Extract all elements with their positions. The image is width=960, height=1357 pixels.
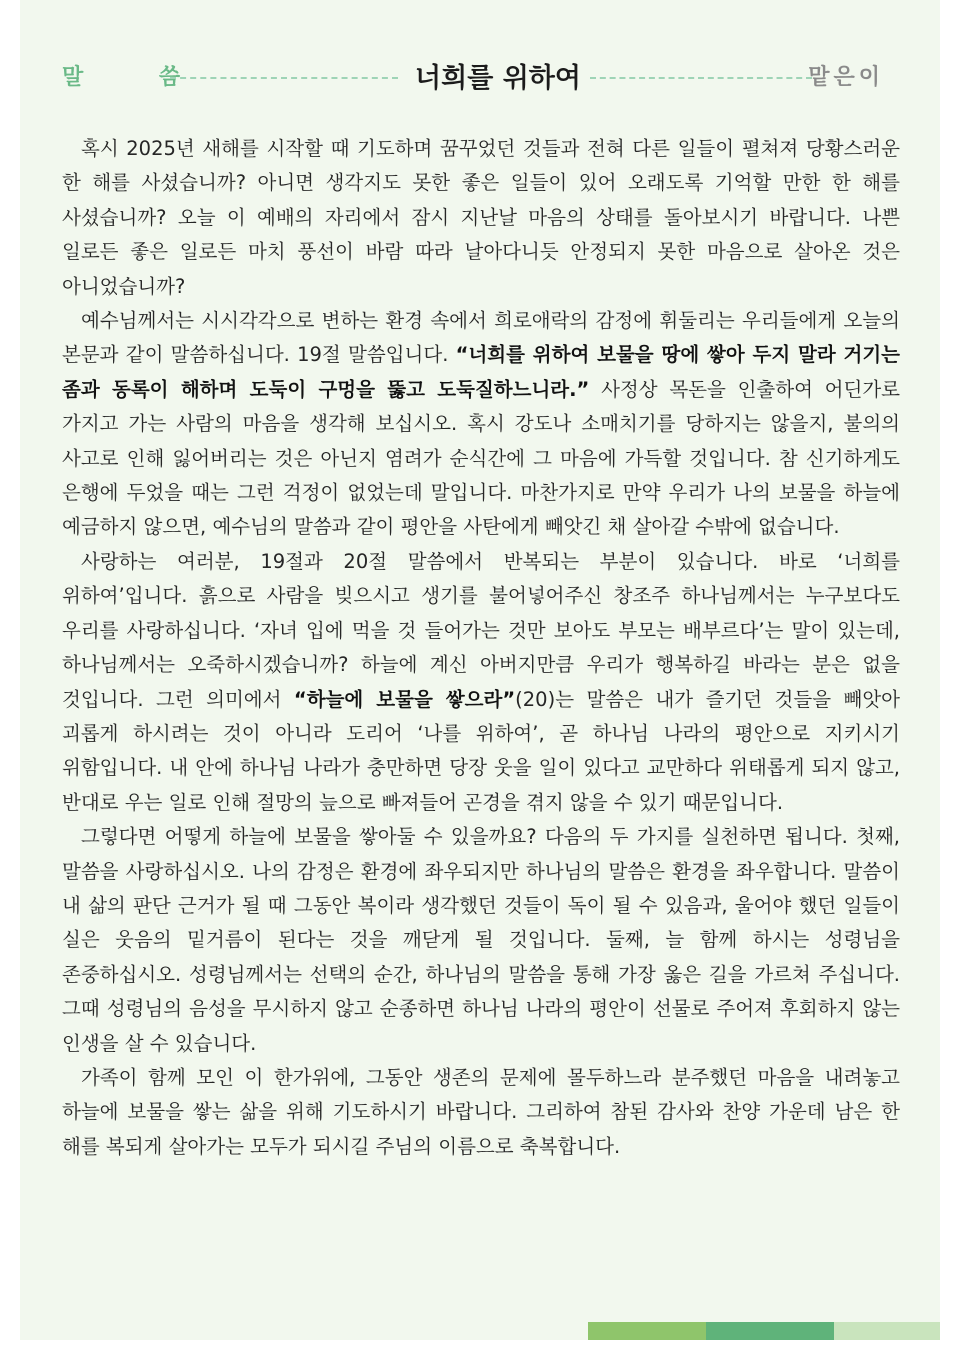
page-header	[20, 56, 940, 96]
sermon-page	[20, 0, 940, 1340]
author-label: 맡은이	[808, 65, 884, 90]
paragraph-2-text-b: 사정상 목돈을 인출하여 어딘가로 가지고 가는 사람의 마음을 생각해 보십시오. 혹시 강도나 소매치기를 당하지는 않을지, 불의의 사고로 인해 잃어버리는 것은 아닌지 염려가 순식간에 그 마음에 가득할 것입니다. 참 신기하게도 은행에 두었을 때는 그런 걱정이 없었는데 말입니다. 마찬가지로 만약 우리가 나의 보물을 하늘에 예금하지 않으면, 예수님의 말씀과 같이 평안을 사탄에게 빼앗긴 채 살아갈 수밖에 없습니다.	[62, 377, 900, 539]
paragraph-1: 혹시 2025년 새해를 시작할 때 기도하며 꿈꾸었던 것들과 전혀 다른 일들이 펼쳐져 당황스러운 한 해를 사셨습니까? 아니면 생각지도 못한 좋은 일들이 있어 오래도록 기억할 만한 한 해를 사셨습니까? 오늘 이 예배의 자리에서 잠시 지난날 마음의 상태를 돌아보시기 바랍니다. 나쁜 일로든 좋은 일로든 마치 풍선이 바람 따라 날아다니듯 안정되지 못한 마음으로 살아온 것은 아니었습니까?	[62, 137, 900, 298]
paragraph-4: 그렇다면 어떻게 하늘에 보물을 쌓아둘 수 있을까요? 다음의 두 가지를 실천하면 됩니다. 첫째, 말씀을 사랑하십시오. 나의 감정은 환경에 좌우되지만 하나님의 말씀은 환경을 좌우합니다. 말씀이 내 삶의 판단 근거가 될 때 그동안 복이라 생각했던 것들이 독이 될 수 있음과, 울어야 했던 일들이 실은 웃음의 밑거름이 된다는 것을 깨닫게 될 것입니다. 둘째, 늘 함께 하시는 성령님을 존중하십시오. 성령님께서는 선택의 순간, 하나님의 말씀을 통해 가장 옳은 길을 가르쳐 주십니다. 그때 성령님의 음성을 무시하지 않고 순종하면 하나님 나라의 평안이 선물로 주어져 후회하지 않는 인생을 살 수 있습니다.	[62, 825, 900, 1055]
header-divider-right	[590, 77, 812, 79]
paragraph-5: 가족이 함께 모인 이 한가위에, 그동안 생존의 문제에 몰두하느라 분주했던 마음을 내려놓고 하늘에 보물을 쌓는 삶을 위해 기도하시기 바랍니다. 그리하여 참된 감사와 찬양 가운데 남은 한 해를 복되게 살아가는 모두가 되시길 주님의 이름으로 축복합니다.	[62, 1065, 900, 1158]
header-divider-left	[170, 77, 398, 79]
sermon-body	[62, 132, 900, 1164]
footer-bar-pale	[834, 1322, 940, 1340]
section-label: 말 씀	[62, 65, 215, 90]
footer-bar-mid	[706, 1322, 834, 1340]
footer-bar-light	[588, 1322, 706, 1340]
paragraph-2	[62, 304, 900, 545]
paragraph-3	[62, 545, 900, 820]
paragraph-2-text-a: 예수님께서는 시시각각으로 변하는 환경 속에서 희로애락의 감정에 휘둘리는 우리들에게 오늘의 본문과 같이 말씀하십니다. 19절 말씀입니다.	[62, 309, 900, 367]
scripture-quote-20: “하늘에 보물을 쌓으라”	[293, 687, 516, 711]
scripture-quote-19: “너희를 위하여 보물을 땅에 쌓아 두지 말라 거기는 좀과 동록이 해하며 도둑이 구멍을 뚫고 도둑질하느니라.”	[62, 343, 901, 401]
paragraph-3-text-a: 사랑하는 여러분, 19절과 20절 말씀에서 반복되는 부분이 있습니다. 바로 ‘너희를 위하여’입니다. 흙으로 사람을 빚으시고 생기를 불어넣어주신 창조주 하나님께서는 누구보다도 우리를 사랑하십니다. ‘자녀 입에 먹을 것 들어가는 것만 보아도 부모는 배부르다’는 말이 있는데, 하나님께서는 오죽하시겠습니까? 하늘에 계신 아버지만큼 우리가 행복하길 바라는 분은 없을 것입니다. 그런 의미에서	[62, 549, 900, 711]
paragraph-3-text-b: (20)는 말씀은 내가 즐기던 것들을 빼앗아 괴롭게 하시려는 것이 아니라 도리어 ‘나를 위하여’, 곧 하나님 나라의 평안으로 지키시기 위함입니다. 내 안에 하나님 나라가 충만하면 당장 웃을 일이 있다고 교만하다 위태롭게 되지 않고, 반대로 우는 일로 인해 절망의 늪으로 빠져들어 곤경을 겪지 않을 수 있기 때문입니다.	[62, 687, 900, 814]
sermon-title: 너희를 위하여	[415, 63, 581, 94]
